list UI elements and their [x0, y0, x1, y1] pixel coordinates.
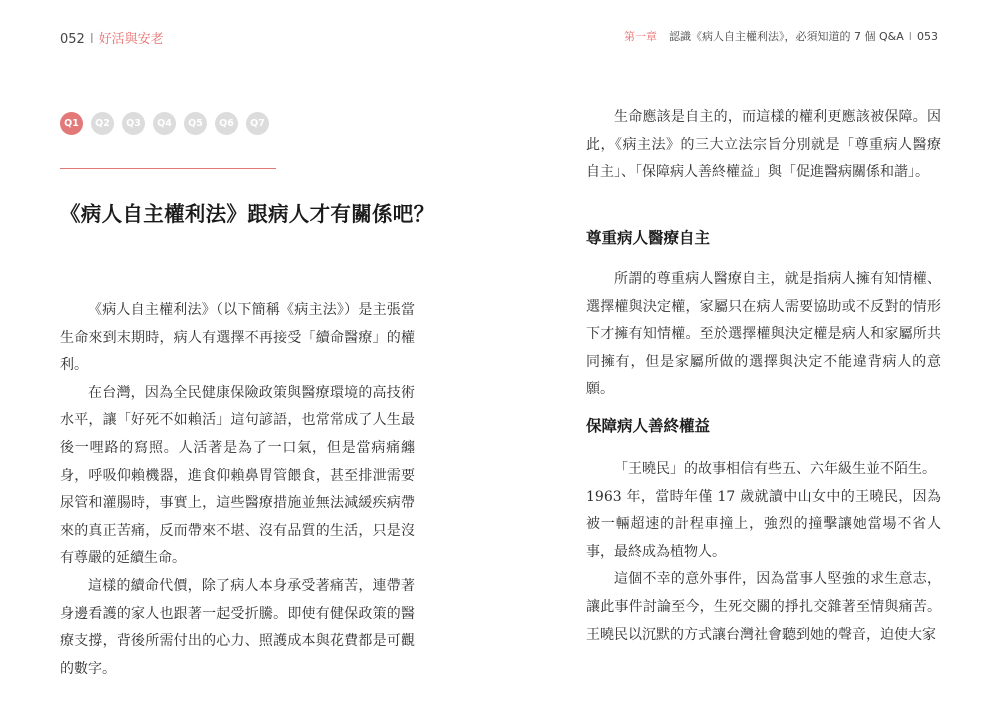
- section-autonomy-body: [586, 266, 941, 404]
- q5-badge: Q5: [184, 112, 207, 135]
- chapter-label: 第一章: [624, 30, 657, 43]
- title-divider: [60, 168, 276, 169]
- q4-badge: Q4: [153, 112, 176, 135]
- right-running-header: [624, 28, 938, 44]
- header-separator: I: [89, 32, 94, 47]
- section-good-death-body: [586, 456, 941, 649]
- chapter-title: 認識《病人自主權利法》，必須知道的 7 個 Q&A: [669, 30, 904, 43]
- q3-badge: Q3: [122, 112, 145, 135]
- q7-badge: Q7: [246, 112, 269, 135]
- page-title: 《病人自主權利法》跟病人才有關係吧？: [60, 202, 435, 226]
- good-death-paragraph-1: 「王曉民」的故事相信有些五、六年級生並不陌生。: [614, 461, 936, 477]
- good-death-paragraph-3: 這個不幸的意外事件，因為當事人堅強的求生意志，讓此事件討論至今，生死交關的掙扎交雜著至情與痛苦。王曉民以沉默的方式讓台灣社會聽到她的聲音，迫使大家: [586, 571, 941, 643]
- q2-badge: Q2: [91, 112, 114, 135]
- section-autonomy-paragraph: 所謂的尊重病人醫療自主，就是指病人擁有知情權、選擇權與決定權，家屬只在病人需要協助或不反對的情形下才擁有知情權。至於選擇權與決定權是病人和家屬所共同擁有，但是家屬所做的選擇與決定不能違背病人的意願。: [586, 271, 941, 398]
- left-paragraph-3: 這樣的續命代價，除了病人本身承受著痛苦，連帶著身邊看護的家人也跟著一起受折騰。即使有健保政策的醫療支撐，背後所需付出的心力、照護成本與花費都是可觀的數字。: [60, 577, 415, 677]
- q1-badge: Q1: [60, 112, 83, 135]
- right-intro: [586, 104, 941, 187]
- header-separator-right: I: [908, 30, 912, 43]
- left-page-body: [60, 297, 415, 683]
- question-nav: [60, 112, 269, 135]
- right-intro-paragraph: 生命應該是自主的，而這樣的權利更應該被保障。因此，《病主法》的三大立法宗旨分別就是「尊重病人醫療自主」、「保障病人善終權益」與「促進醫病關係和諧」。: [586, 109, 941, 181]
- good-death-paragraph-2: 1963 年，當時年僅 17 歲就讀中山女中的王曉民，因為被一輛超速的計程車撞上，強烈的撞擊讓她當場不省人事，最終成為植物人。: [586, 488, 941, 560]
- left-paragraph-1: 《病人自主權利法》（以下簡稱《病主法》）是主張當生命來到末期時，病人有選擇不再接受「續命醫療」的權利。: [60, 302, 415, 374]
- book-title: 好活與安老: [98, 32, 164, 47]
- left-running-header: [60, 28, 164, 47]
- section-heading-good-death: 保障病人善終權益: [586, 417, 711, 435]
- left-paragraph-2: 在台灣，因為全民健康保險政策與醫療環境的高技術水平，讓「好死不如賴活」這句諺語，也常常成了人生最後一哩路的寫照。人活著是為了一口氣，但是當病痛纏身，呼吸仰賴機器，進食仰賴鼻胃管餵食，甚至排泄需要尿管和灌腸時，事實上，這些醫療措施並無法減緩疾病帶來的真正苦痛，反而帶來不堪、沒有品質的生活，只是沒有尊嚴的延續生命。: [60, 384, 415, 567]
- right-page-number: 053: [917, 30, 938, 43]
- left-page-number: 052: [60, 32, 85, 47]
- q6-badge: Q6: [215, 112, 238, 135]
- section-heading-autonomy: 尊重病人醫療自主: [586, 229, 711, 247]
